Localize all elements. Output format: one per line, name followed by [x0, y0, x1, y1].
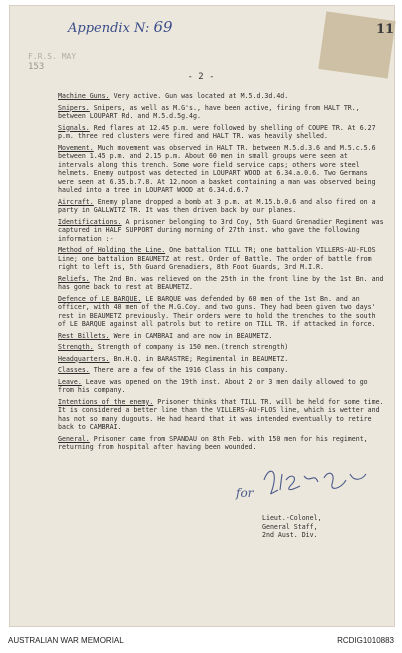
paragraph-heading: Defence of LE BARQUE. [58, 294, 142, 303]
report-paragraph [58, 124, 386, 141]
paragraph-heading: Strength. [58, 343, 94, 351]
paragraph-text: One battalion TILL TR; one battalion VILLERS-AU-FLOS Line; one battalion BEAUMETZ at rest. Order of Battle. The order of battle from right to left is, 5th Guard Grenadiers, 8th Foot Guards, 3rd M.I.R. [58, 246, 376, 271]
signature-block [262, 514, 322, 540]
paragraph-heading: Method of Holding the Line. [58, 246, 166, 254]
faint-stamp: F.R.S. MAY [28, 52, 77, 61]
signature-rank: Lieut.-Colonel, [262, 514, 322, 522]
report-paragraph [58, 104, 386, 121]
paragraph-heading: Rest Billets. [58, 331, 110, 340]
report-paragraph [58, 198, 386, 215]
paragraph-text: The 2nd Bn. was relieved on the 25th in the front line by the 1st Bn. and has gone back to rest at BEAUMETZ. [58, 274, 384, 291]
appendix-heading [68, 18, 173, 36]
paragraph-text: Snipers, as well as M.G's., have been active, firing from HALT TR., between LOUPART Rd. and M.5.d.5g.4g. [58, 103, 360, 120]
paragraph-text: Much movement was observed in HALT TR. between M.5.d.3.6 and M.5.c.5.6 between 1.45 p.m. and 2.15 p.m. About 60 men in small groups were seen at intervals along this trench. Some wore field service caps; others wore steel helmets. Enemy outpost was detected in LOUPART WOOD at 6.34.a.0.6. Two Germans were seen at 6.35.b.7.8. At 12.noon a basket containing a man was observed being hauled into a tree in LOUPART WOOD at 6.34.d.6.7 [58, 143, 376, 194]
paragraph-text: Were in CAMBRAI and are now in BEAUMETZ. [109, 331, 273, 340]
report-paragraph [58, 295, 386, 329]
paragraph-heading: Snipers. [58, 103, 90, 112]
report-paragraph [58, 144, 386, 195]
paragraph-heading: Signals. [58, 123, 90, 132]
centre-page-number: - 2 - [187, 72, 215, 82]
paragraph-text: Red flares at 12.45 p.m. were followed by shelling of COUPE TR. At 6.27 p.m. three red clusters were fired and HALT TR. was heavily shelled. [58, 123, 376, 140]
footer-institution: AUSTRALIAN WAR MEMORIAL [8, 636, 124, 645]
archive-footer [0, 628, 402, 653]
paragraph-heading: Identifications. [58, 217, 122, 226]
paragraph-heading: Intentions of the enemy. [58, 397, 154, 406]
signature-initials: for [236, 486, 254, 500]
paragraph-text: There are a few of the 1916 Class in his company. [89, 366, 289, 374]
appendix-label: Appendix N: [68, 21, 150, 36]
report-paragraph [58, 355, 386, 364]
paragraph-text: Very active. Gun was located at M.5.d.3d.4d. [109, 92, 289, 100]
report-paragraph [58, 246, 386, 272]
paragraph-text: Enemy plane dropped a bomb at 3 p.m. at M.15.b.0.6 and also fired on a party in GALLWITZ TR. It was then driven back by our planes. [58, 197, 376, 214]
handwritten-signature [258, 462, 378, 522]
paragraph-heading: Classes. [58, 366, 90, 374]
faint-number: 153 [28, 62, 45, 72]
report-paragraph [58, 378, 386, 395]
page-number: 11 [376, 22, 395, 37]
report-paragraph [58, 366, 386, 375]
paragraph-text: A prisoner belonging to 3rd Coy, 5th Guard Grenadier Regiment was captured in HALF SUPPORT during morning of 27th inst. who gave the following information :- [58, 217, 384, 243]
report-paragraph [58, 435, 386, 452]
report-paragraph [58, 398, 386, 432]
paragraph-heading: Machine Guns. [58, 92, 110, 100]
paragraph-heading: Leave. [58, 377, 82, 386]
appendix-number: 69 [153, 18, 173, 36]
paragraph-text: Prisoner came from SPANDAU on 8th Feb. with 150 men for his regiment, returning from hospital after having been wounded. [58, 434, 368, 451]
report-paragraph [58, 92, 386, 101]
paragraph-text: LE BARQUE was defended by 60 men of the 1st Bn. and an officer, with 40 men of the M.G.Coy. and two guns. They had been given two days' rest in BEAUMETZ previously. Their orders were to hold the trenches to the south of LE BARQUE against all patrols but to retire on TILL TR. if attacked in force. [58, 294, 376, 328]
report-paragraph [58, 275, 386, 292]
paragraph-text: Strength of company is 150 men.(trench strength) [93, 343, 289, 351]
paragraph-text: Leave was opened on the 19th inst. About 2 or 3 men daily allowed to go from his company. [58, 377, 368, 394]
report-paragraph [58, 218, 386, 244]
paragraph-text: Bn.H.Q. in BARASTRE; Regimental in BEAUMETZ. [109, 354, 289, 363]
report-paragraph [58, 332, 386, 341]
paragraph-heading: Headquarters. [58, 354, 110, 363]
report-body [58, 92, 386, 455]
signature-division: 2nd Aust. Div. [262, 531, 318, 539]
report-paragraph [58, 343, 386, 352]
footer-record-id: RCDIG1010883 [337, 636, 394, 645]
signature-staff: General Staff, [262, 522, 318, 531]
paragraph-text: Prisoner thinks that TILL TR. will be held for some time. It is considered a better line than the VILLERS-AU-FLOS line, which is wetter and has not so many dugouts. He had heard that it was intended eventually to retire back to CAMBRAI. [58, 397, 384, 431]
paragraph-heading: Aircraft. [58, 197, 94, 206]
paragraph-heading: Movement. [58, 143, 94, 152]
paragraph-heading: Reliefs. [58, 274, 90, 283]
paragraph-heading: General. [58, 434, 90, 443]
